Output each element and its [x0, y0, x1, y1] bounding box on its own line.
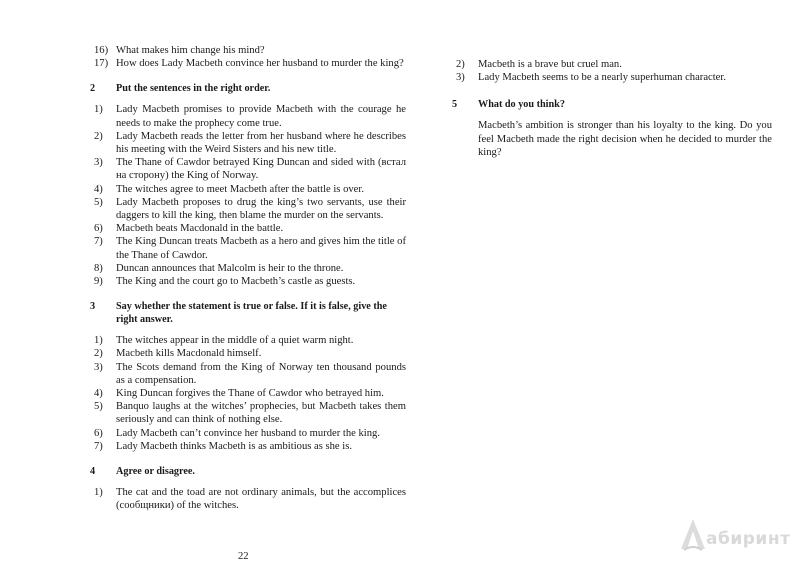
left-top-questions — [90, 44, 406, 70]
item-text: Macbeth is a brave but cruel man. — [478, 59, 622, 70]
watermark-text: абиринт — [706, 529, 791, 549]
item-number: 5) — [94, 401, 103, 413]
item-number: 5) — [94, 196, 103, 208]
item-text: The King Duncan treats Macbeth as a hero and gives him the title of the Thane of Cawdor. — [116, 236, 406, 261]
section-4 — [90, 465, 406, 512]
item-text: Duncan announces that Malcolm is heir to the throne. — [116, 262, 344, 274]
right-top-items — [452, 58, 772, 84]
item-number: 2) — [456, 59, 465, 70]
list-item — [90, 427, 406, 440]
list-item — [90, 222, 406, 235]
list-item — [90, 44, 406, 57]
section-number: 3 — [90, 301, 96, 313]
section-title: Put the sentences in the right order. — [116, 83, 271, 95]
item-text: The witches agree to meet Macbeth after the battle is over. — [116, 183, 364, 195]
item-number: 17) — [94, 58, 109, 70]
section-title: Say whether the statement is true or false. If it is false, give the right answer. — [116, 301, 387, 326]
list-item — [90, 130, 406, 156]
section-title: What do you think? — [478, 99, 565, 111]
item-text: Banquo laughs at the witches’ prophecies, but Macbeth takes them seriously and can think of nothing else. — [116, 401, 406, 426]
item-text: Lady Macbeth can’t convince her husband to murder the king. — [116, 427, 380, 439]
item-number: 2) — [94, 348, 103, 360]
item-number: 3) — [94, 361, 103, 373]
list-item — [90, 196, 406, 222]
list-item — [90, 361, 406, 387]
item-number: 16) — [94, 45, 109, 56]
item-text: Macbeth kills Macdonald himself. — [116, 348, 262, 360]
right-column — [452, 58, 772, 160]
section-heading — [90, 300, 406, 326]
item-text: The Thane of Cawdor betrayed King Duncan and sided with (встал на сторону) the King of Norway. — [116, 157, 406, 182]
item-number: 3) — [94, 157, 103, 169]
list-item — [90, 440, 406, 453]
section-5 — [452, 98, 772, 159]
item-number: 7) — [94, 236, 103, 248]
section-paragraph: Macbeth’s ambition is stronger than his loyalty to the king. Do you feel Macbeth made the right decision when he decided to murder the king? — [478, 120, 772, 159]
item-text: The cat and the toad are not ordinary animals, but the accomplices (сообщники) of the witches. — [116, 487, 406, 512]
section-3 — [90, 300, 406, 453]
item-text: What makes him change his mind? — [116, 45, 265, 56]
page-number: 22 — [238, 551, 249, 562]
section-heading — [90, 465, 406, 478]
item-text: Lady Macbeth promises to provide Macbeth with the courage he needs to make the prophecy come true. — [116, 104, 406, 129]
list-item — [452, 58, 772, 71]
item-text: Lady Macbeth thinks Macbeth is as ambitious as she is. — [116, 440, 352, 452]
list-item — [90, 400, 406, 426]
list-item — [90, 334, 406, 347]
labirint-mark-icon — [678, 517, 708, 553]
item-text: The King and the court go to Macbeth’s castle as guests. — [116, 276, 356, 288]
list-item — [90, 156, 406, 182]
list-item — [452, 71, 772, 84]
section-heading — [452, 98, 772, 111]
item-text: The witches appear in the middle of a quiet warm night. — [116, 335, 354, 347]
item-text: How does Lady Macbeth convince her husband to murder the king? — [116, 58, 404, 70]
left-column — [90, 44, 406, 512]
item-number: 6) — [94, 427, 103, 439]
item-number: 4) — [94, 388, 103, 400]
item-number: 8) — [94, 262, 103, 274]
list-item — [90, 103, 406, 129]
item-number: 3) — [456, 72, 465, 84]
section-heading — [90, 82, 406, 95]
list-item — [90, 262, 406, 275]
item-number: 1) — [94, 104, 103, 116]
item-text: Lady Macbeth seems to be a nearly superhuman character. — [478, 72, 726, 84]
item-number: 2) — [94, 130, 103, 142]
item-number: 4) — [94, 183, 103, 195]
section-2 — [90, 82, 406, 288]
section-title: Agree or disagree. — [116, 466, 195, 478]
section-number: 4 — [90, 466, 96, 478]
list-item — [90, 486, 406, 512]
list-item — [90, 235, 406, 261]
section-number: 2 — [90, 83, 96, 95]
list-item — [90, 387, 406, 400]
item-number: 9) — [94, 276, 103, 288]
list-item — [90, 275, 406, 288]
item-number: 1) — [94, 335, 103, 347]
item-text: Lady Macbeth proposes to drug the king’s two servants, use their daggers to kill the king, then blame the murder on the servants. — [116, 196, 406, 222]
left-sections — [90, 82, 406, 512]
item-number: 7) — [94, 440, 103, 452]
list-item — [90, 347, 406, 360]
item-number: 1) — [94, 487, 103, 499]
list-item — [90, 57, 406, 70]
item-text: King Duncan forgives the Thane of Cawdor who betrayed him. — [116, 388, 384, 400]
item-text: The Scots demand from the King of Norway ten thousand pounds as a compensation. — [116, 361, 406, 386]
item-text: Lady Macbeth reads the letter from her husband where he describes his meeting with the Weird Sisters and his new title. — [116, 130, 406, 156]
section-number: 5 — [452, 99, 458, 111]
list-item — [90, 183, 406, 196]
item-number: 6) — [94, 223, 103, 235]
item-text: Macbeth beats Macdonald in the battle. — [116, 223, 284, 235]
